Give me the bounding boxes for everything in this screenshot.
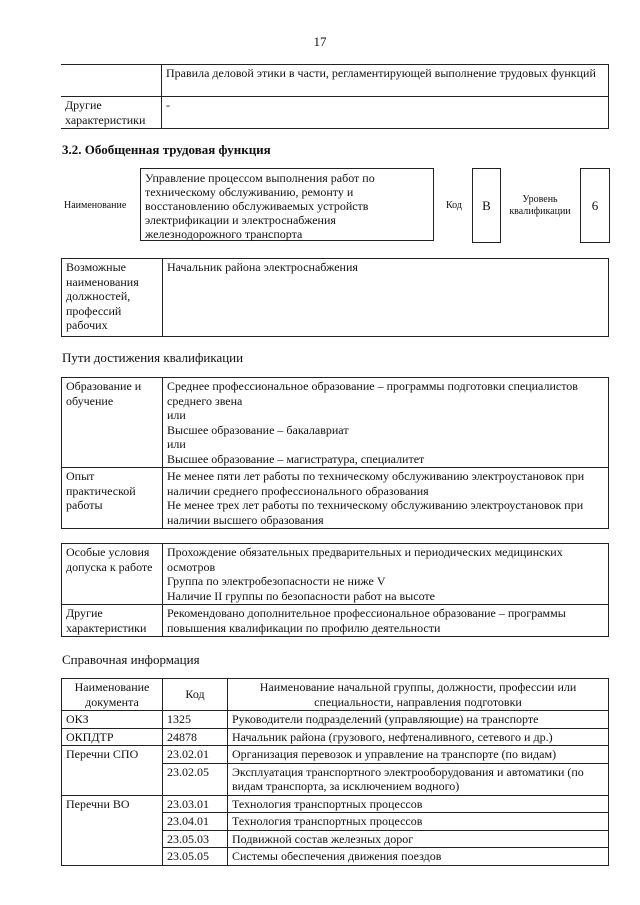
top-table-empty-cell: [61, 65, 162, 97]
ref-header-code: Код: [163, 679, 228, 711]
ref-name: Системы обеспечения движения поездов: [228, 848, 609, 866]
ref-code: 23.03.01: [163, 795, 228, 813]
ref-header-doc: Наименование документа: [62, 679, 163, 711]
education-line: Среднее профессиональное образование – программы подготовки специалистов среднего звена: [167, 379, 578, 408]
ref-doc: Перечни ВО: [62, 795, 163, 865]
name-value: Управление процессом выполнения работ по техническому обслуживанию, ремонту и восстановлению обслуживаемых устройств электрификации и электроснабжения железнодорожного транспорта: [140, 168, 434, 241]
positions-value: Начальник района электроснабжения: [163, 259, 609, 337]
conditions-line: Наличие II группы по безопасности работ на высоте: [167, 588, 435, 603]
ref-name: Эксплуатация транспортного электрооборудования и автоматики (по видам транспорта, за исключением водного): [228, 763, 609, 795]
other-value: Рекомендовано дополнительное профессиональное образование – программы повышения квалификации по профилю деятельности: [163, 605, 609, 637]
ref-name: Руководители подразделений (управляющие) на транспорте: [228, 711, 609, 729]
table-row: [62, 711, 609, 729]
ref-header-name: Наименование начальной группы, должности, профессии или специальности, направления подготовки: [228, 679, 609, 711]
ref-name: Технология транспортных процессов: [228, 795, 609, 813]
ref-name: Организация перевозок и управление на транспорте (по видам): [228, 746, 609, 764]
ref-code: 1325: [163, 711, 228, 729]
ref-doc: ОКЗ: [62, 711, 163, 729]
top-table: [61, 64, 609, 129]
reference-table: [61, 678, 609, 866]
conditions-table: [61, 543, 609, 637]
ref-code: 23.04.01: [163, 813, 228, 831]
level-value: 6: [580, 168, 610, 243]
conditions-value: [163, 544, 609, 605]
ref-code: 23.02.01: [163, 746, 228, 764]
positions-table: [61, 258, 609, 337]
code-label: Код: [446, 200, 462, 211]
code-value: B: [472, 168, 501, 243]
education-line: или: [167, 437, 186, 451]
other-label: Другие характеристики: [62, 605, 163, 637]
reference-title: Справочная информация: [62, 652, 200, 667]
table-row: [62, 795, 609, 813]
education-label: Образование и обучение: [62, 378, 163, 468]
section-title: 3.2. Обобщенная трудовая функция: [62, 142, 271, 157]
ref-code: 23.05.05: [163, 848, 228, 866]
paths-title: Пути достижения квалификации: [62, 350, 244, 365]
ref-name: Подвижной состав железных дорог: [228, 830, 609, 848]
table-row: [62, 728, 609, 746]
education-line: Высшее образование – бакалавриат: [167, 422, 349, 437]
ref-code: 23.02.05: [163, 763, 228, 795]
ref-name: Начальник района (грузового, нефтеналивного, сетевого и др.): [228, 728, 609, 746]
education-table: [61, 377, 609, 529]
conditions-label: Особые условия допуска к работе: [62, 544, 163, 605]
education-line: Высшее образование – магистратура, специалитет: [167, 451, 425, 466]
experience-label: Опыт практической работы: [62, 468, 163, 529]
page-number: 17: [313, 34, 327, 49]
ref-code: 24878: [163, 728, 228, 746]
education-value: [163, 378, 609, 468]
ref-doc: ОКПДТР: [62, 728, 163, 746]
ref-code: 23.05.03: [163, 830, 228, 848]
top-table-row2-label: Другие характеристики: [61, 97, 162, 129]
experience-line: Не менее пяти лет работы по техническому обслуживанию электроустановок при наличии среднего профессионального образования: [167, 469, 585, 498]
experience-line: Не менее трех лет работы по техническому обслуживанию электроустановок при наличии высшего образования: [167, 498, 584, 527]
table-row: [62, 746, 609, 764]
experience-value: [163, 468, 609, 529]
positions-label: Возможные наименования должностей, профессий рабочих: [62, 259, 163, 337]
level-label: Уровень квалификации: [509, 194, 571, 217]
name-label: Наименование: [64, 200, 127, 211]
conditions-line: Прохождение обязательных предварительных и периодических медицинских осмотров: [167, 545, 563, 574]
education-line: или: [167, 408, 186, 422]
ref-doc: Перечни СПО: [62, 746, 163, 796]
top-table-row1-text: Правила деловой этики в части, регламентирующей выполнение трудовых функций: [162, 65, 609, 97]
ref-name: Технология транспортных процессов: [228, 813, 609, 831]
top-table-row2-value: -: [162, 97, 609, 129]
conditions-line: Группа по электробезопасности не ниже V: [167, 574, 386, 588]
